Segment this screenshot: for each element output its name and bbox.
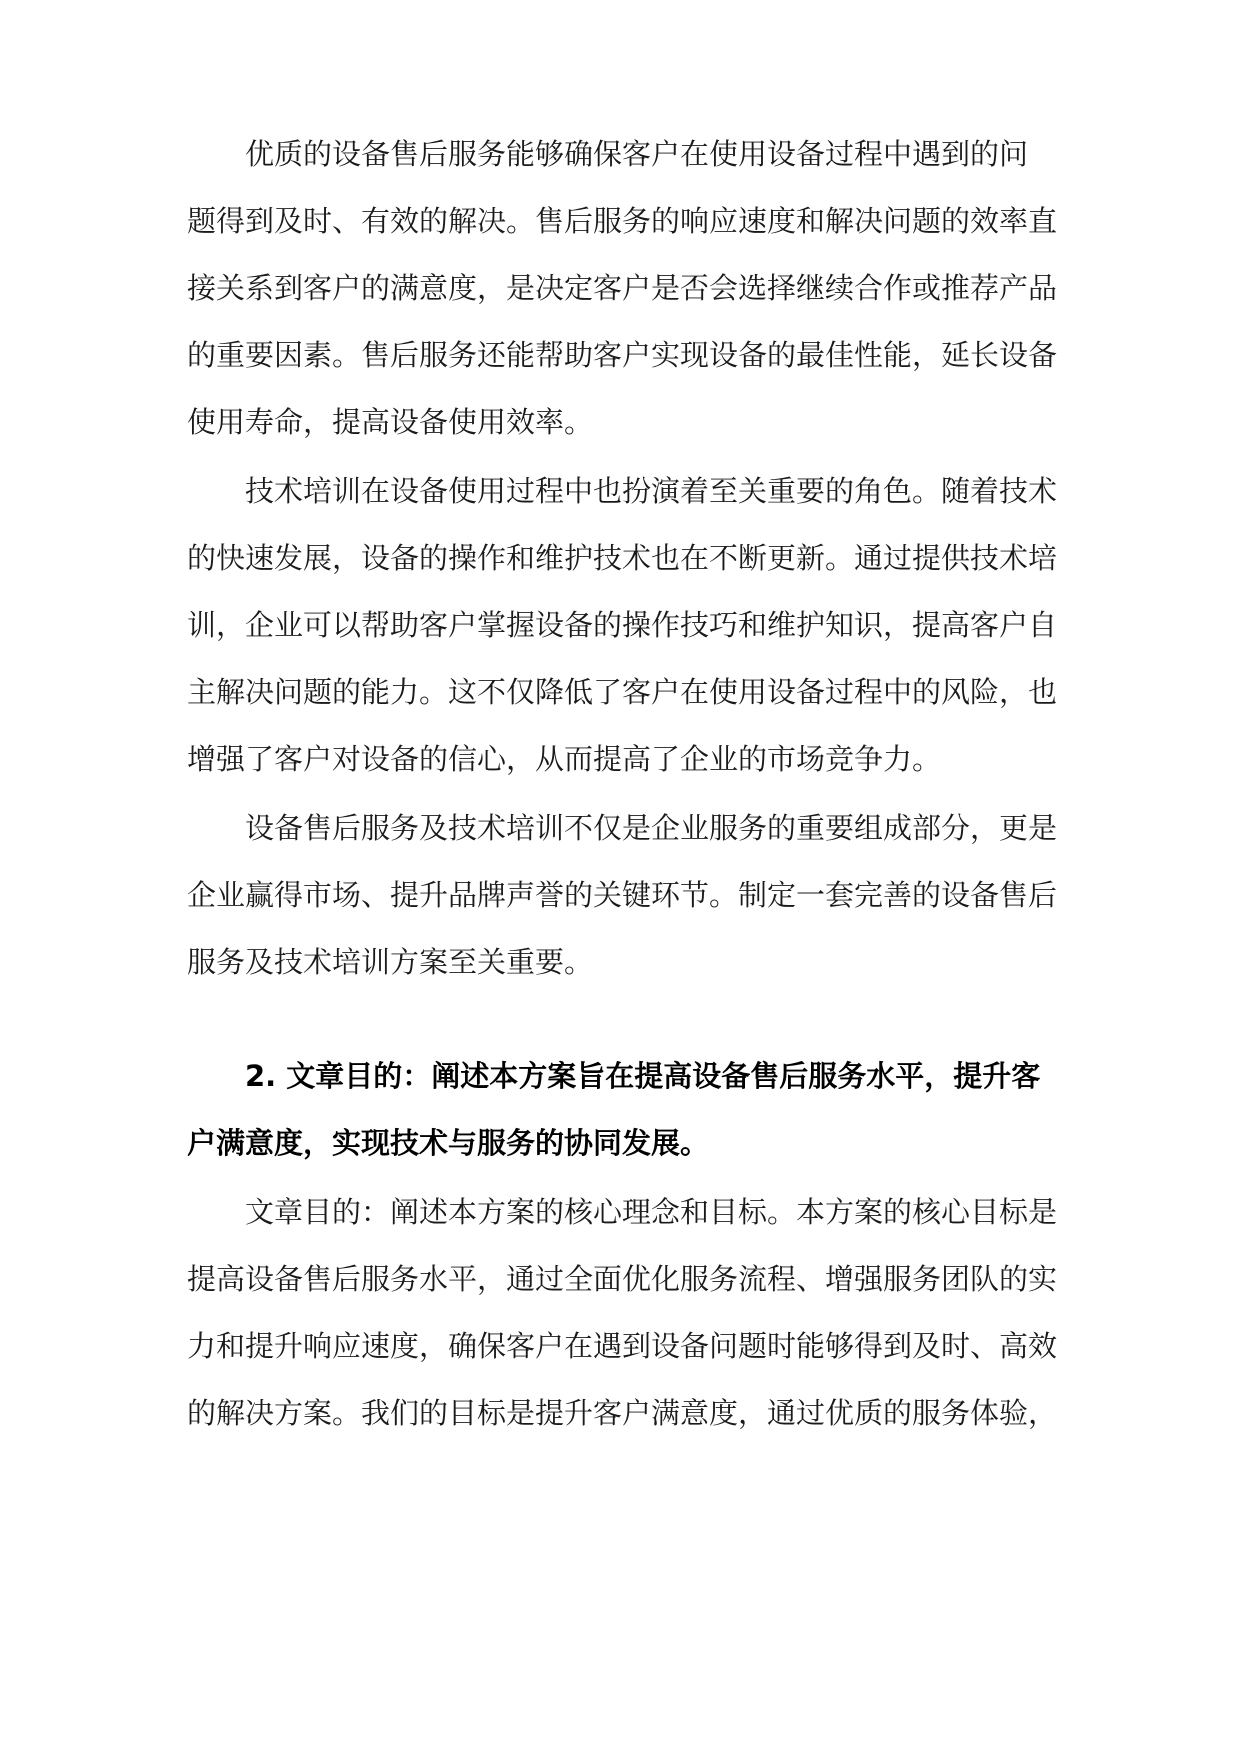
- text-line: 题得到及时、有效的解决。售后服务的响应速度和解决问题的效率直: [187, 204, 1058, 238]
- section-heading-line: 户满意度，实现技术与服务的协同发展。: [187, 1126, 710, 1160]
- text-line: 训，企业可以帮助客户掌握设备的操作技巧和维护知识，提高客户自: [187, 608, 1058, 642]
- text-line: 文章目的：阐述本方案的核心理念和目标。本方案的核心目标是: [187, 1195, 1058, 1229]
- text-line: 的快速发展，设备的操作和维护技术也在不断更新。通过提供技术培: [187, 541, 1058, 575]
- section-heading-line: 2. 文章目的：阐述本方案旨在提高设备售后服务水平，提升客: [187, 1059, 1041, 1093]
- text-line: 力和提升响应速度，确保客户在遇到设备问题时能够得到及时、高效: [187, 1329, 1058, 1363]
- text-line: 企业赢得市场、提升品牌声誉的关键环节。制定一套完善的设备售后: [187, 878, 1058, 912]
- text-line: 的重要因素。售后服务还能帮助客户实现设备的最佳性能，延长设备: [187, 338, 1058, 372]
- text-line: 服务及技术培训方案至关重要。: [187, 945, 594, 979]
- text-line: 的解决方案。我们的目标是提升客户满意度，通过优质的服务体验，: [187, 1396, 1058, 1430]
- text-line: 技术培训在设备使用过程中也扮演着至关重要的角色。随着技术: [187, 474, 1058, 508]
- text-line: 优质的设备售后服务能够确保客户在使用设备过程中遇到的问: [187, 137, 1029, 171]
- text-line: 增强了客户对设备的信心，从而提高了企业的市场竞争力。: [187, 742, 942, 776]
- text-line: 提高设备售后服务水平，通过全面优化服务流程、增强服务团队的实: [187, 1262, 1058, 1296]
- text-line: 使用寿命，提高设备使用效率。: [187, 405, 594, 439]
- text-line: 接关系到客户的满意度，是决定客户是否会选择继续合作或推荐产品: [187, 271, 1058, 305]
- text-line: 设备售后服务及技术培训不仅是企业服务的重要组成部分，更是: [187, 811, 1058, 845]
- text-line: 主解决问题的能力。这不仅降低了客户在使用设备过程中的风险，也: [187, 675, 1058, 709]
